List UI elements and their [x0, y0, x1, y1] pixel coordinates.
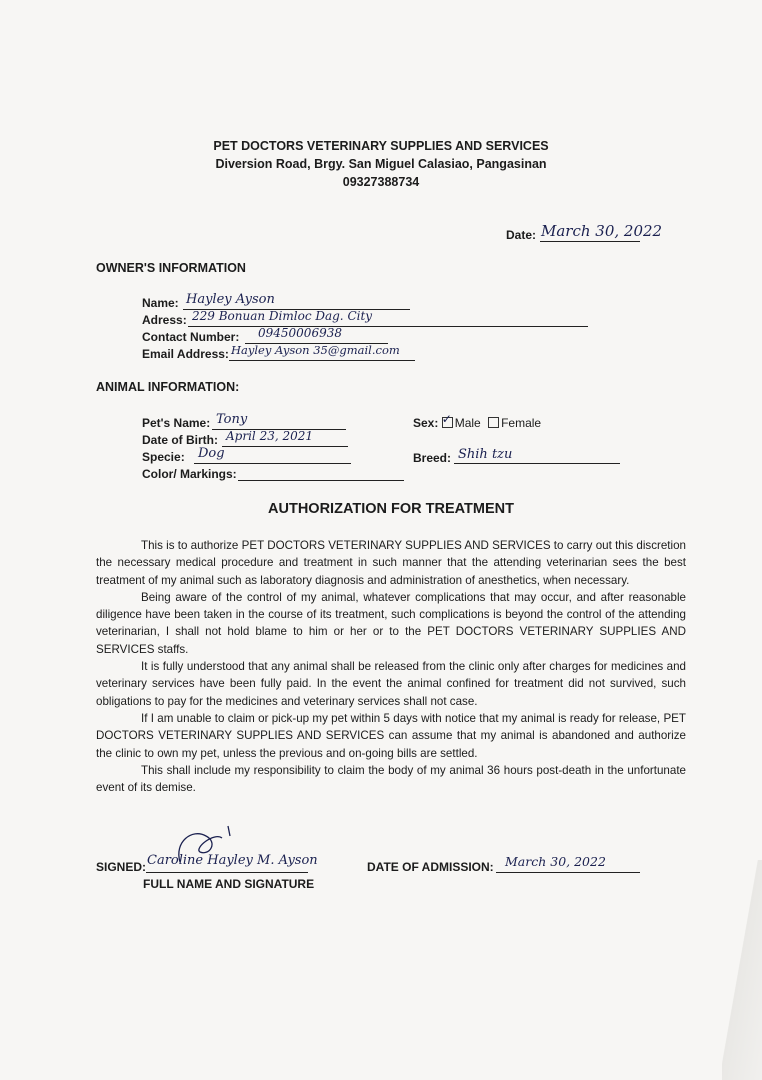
- admission-date-label: DATE OF ADMISSION:: [367, 860, 494, 874]
- signed-label: SIGNED:: [96, 860, 147, 874]
- dob-label: Date of Birth:: [142, 433, 218, 447]
- admission-date-line: [496, 872, 640, 873]
- authorization-paragraph: This is to authorize PET DOCTORS VETERINARY SUPPLIES AND SERVICES to carry out this discretion the necessary medical procedure and treatment in such manner that the attending veterinarian sees the best treatment of my animal such as laboratory diagnosis and administration of anesthetics, when necessary.: [96, 539, 686, 587]
- date-label: Date:: [506, 228, 537, 242]
- sex-label: Sex:: [413, 416, 439, 430]
- owner-contact-value: 09450006938: [258, 326, 342, 340]
- owner-email-label: Email Address:: [142, 347, 229, 361]
- specie-line: [194, 463, 351, 464]
- sex-male-checkbox[interactable]: [442, 417, 453, 428]
- signed-value: Caroline Hayley M. Ayson: [147, 853, 318, 868]
- pet-name-value: Tony: [216, 412, 248, 427]
- owner-email-line: [229, 360, 415, 361]
- authorization-text: [96, 537, 686, 796]
- paper-fold-shadow: [722, 860, 762, 1080]
- animal-info-heading: ANIMAL INFORMATION:: [96, 380, 240, 394]
- authorization-paragraph: It is fully understood that any animal shall be released from the clinic only after charges for medicines and veterinary services have been fully paid. In the event the animal confined for treatment did not survived, such obligations to pay for the medicines and veterinary services shall not case.: [96, 660, 686, 708]
- admission-date-value: March 30, 2022: [505, 854, 606, 869]
- specie-label: Specie:: [142, 450, 185, 464]
- date-line: [540, 241, 640, 242]
- color-markings-label: Color/ Markings:: [142, 467, 237, 481]
- company-address: Diversion Road, Brgy. San Miguel Calasiao, Pangasinan: [215, 157, 547, 171]
- breed-value: Shih tzu: [458, 447, 513, 462]
- specie-value: Dog: [198, 446, 225, 461]
- owner-name-value: Hayley Ayson: [186, 292, 275, 307]
- signature-line: [146, 872, 308, 873]
- owner-name-label: Name:: [142, 296, 179, 310]
- authorization-paragraph: If I am unable to claim or pick-up my pet within 5 days with notice that my animal is ready for release, PET DOCTORS VETERINARY SUPPLIES AND SERVICES can assume that my animal is abandoned and authorize the clinic to own my pet, unless the previous and on-going bills are settled.: [96, 711, 686, 760]
- sex-male-label: Male: [454, 416, 481, 430]
- pet-name-label: Pet's Name:: [142, 416, 211, 430]
- color-markings-line: [238, 480, 404, 481]
- owner-address-label: Adress:: [142, 313, 187, 327]
- sex-female-checkbox[interactable]: [488, 417, 499, 428]
- date-value: March 30, 2022: [541, 222, 663, 240]
- sex-female-label: Female: [501, 416, 542, 430]
- signature-caption: FULL NAME AND SIGNATURE: [143, 877, 315, 891]
- authorization-title: AUTHORIZATION FOR TREATMENT: [268, 501, 514, 517]
- dob-value: April 23, 2021: [226, 429, 314, 443]
- authorization-paragraph: This shall include my responsibility to claim the body of my animal 36 hours post-death in the unfortunate event of its demise.: [96, 763, 686, 795]
- dob-line: [222, 446, 348, 447]
- breed-line: [454, 463, 620, 464]
- authorization-paragraph: Being aware of the control of my animal, whatever complications that may occur, and after reasonable diligence have been taken in the course of its treatment, such complications is beyond the control of the attending veterinarian, I shall not hold blame to him or her or to the PET DOCTORS VETERINARY SUPPLIES AND SERVICES staffs.: [96, 590, 686, 656]
- sex-field: [413, 416, 541, 430]
- owner-info-heading: OWNER'S INFORMATION: [96, 261, 246, 275]
- owner-address-value: 229 Bonuan Dimloc Dag. City: [192, 309, 373, 323]
- owner-contact-label: Contact Number:: [142, 330, 240, 344]
- company-phone: 09327388734: [342, 175, 420, 189]
- owner-address-line: [188, 326, 588, 327]
- breed-label: Breed:: [413, 451, 452, 465]
- company-name: PET DOCTORS VETERINARY SUPPLIES AND SERVICES: [213, 139, 549, 153]
- owner-email-value: Hayley Ayson 35@gmail.com: [231, 343, 400, 357]
